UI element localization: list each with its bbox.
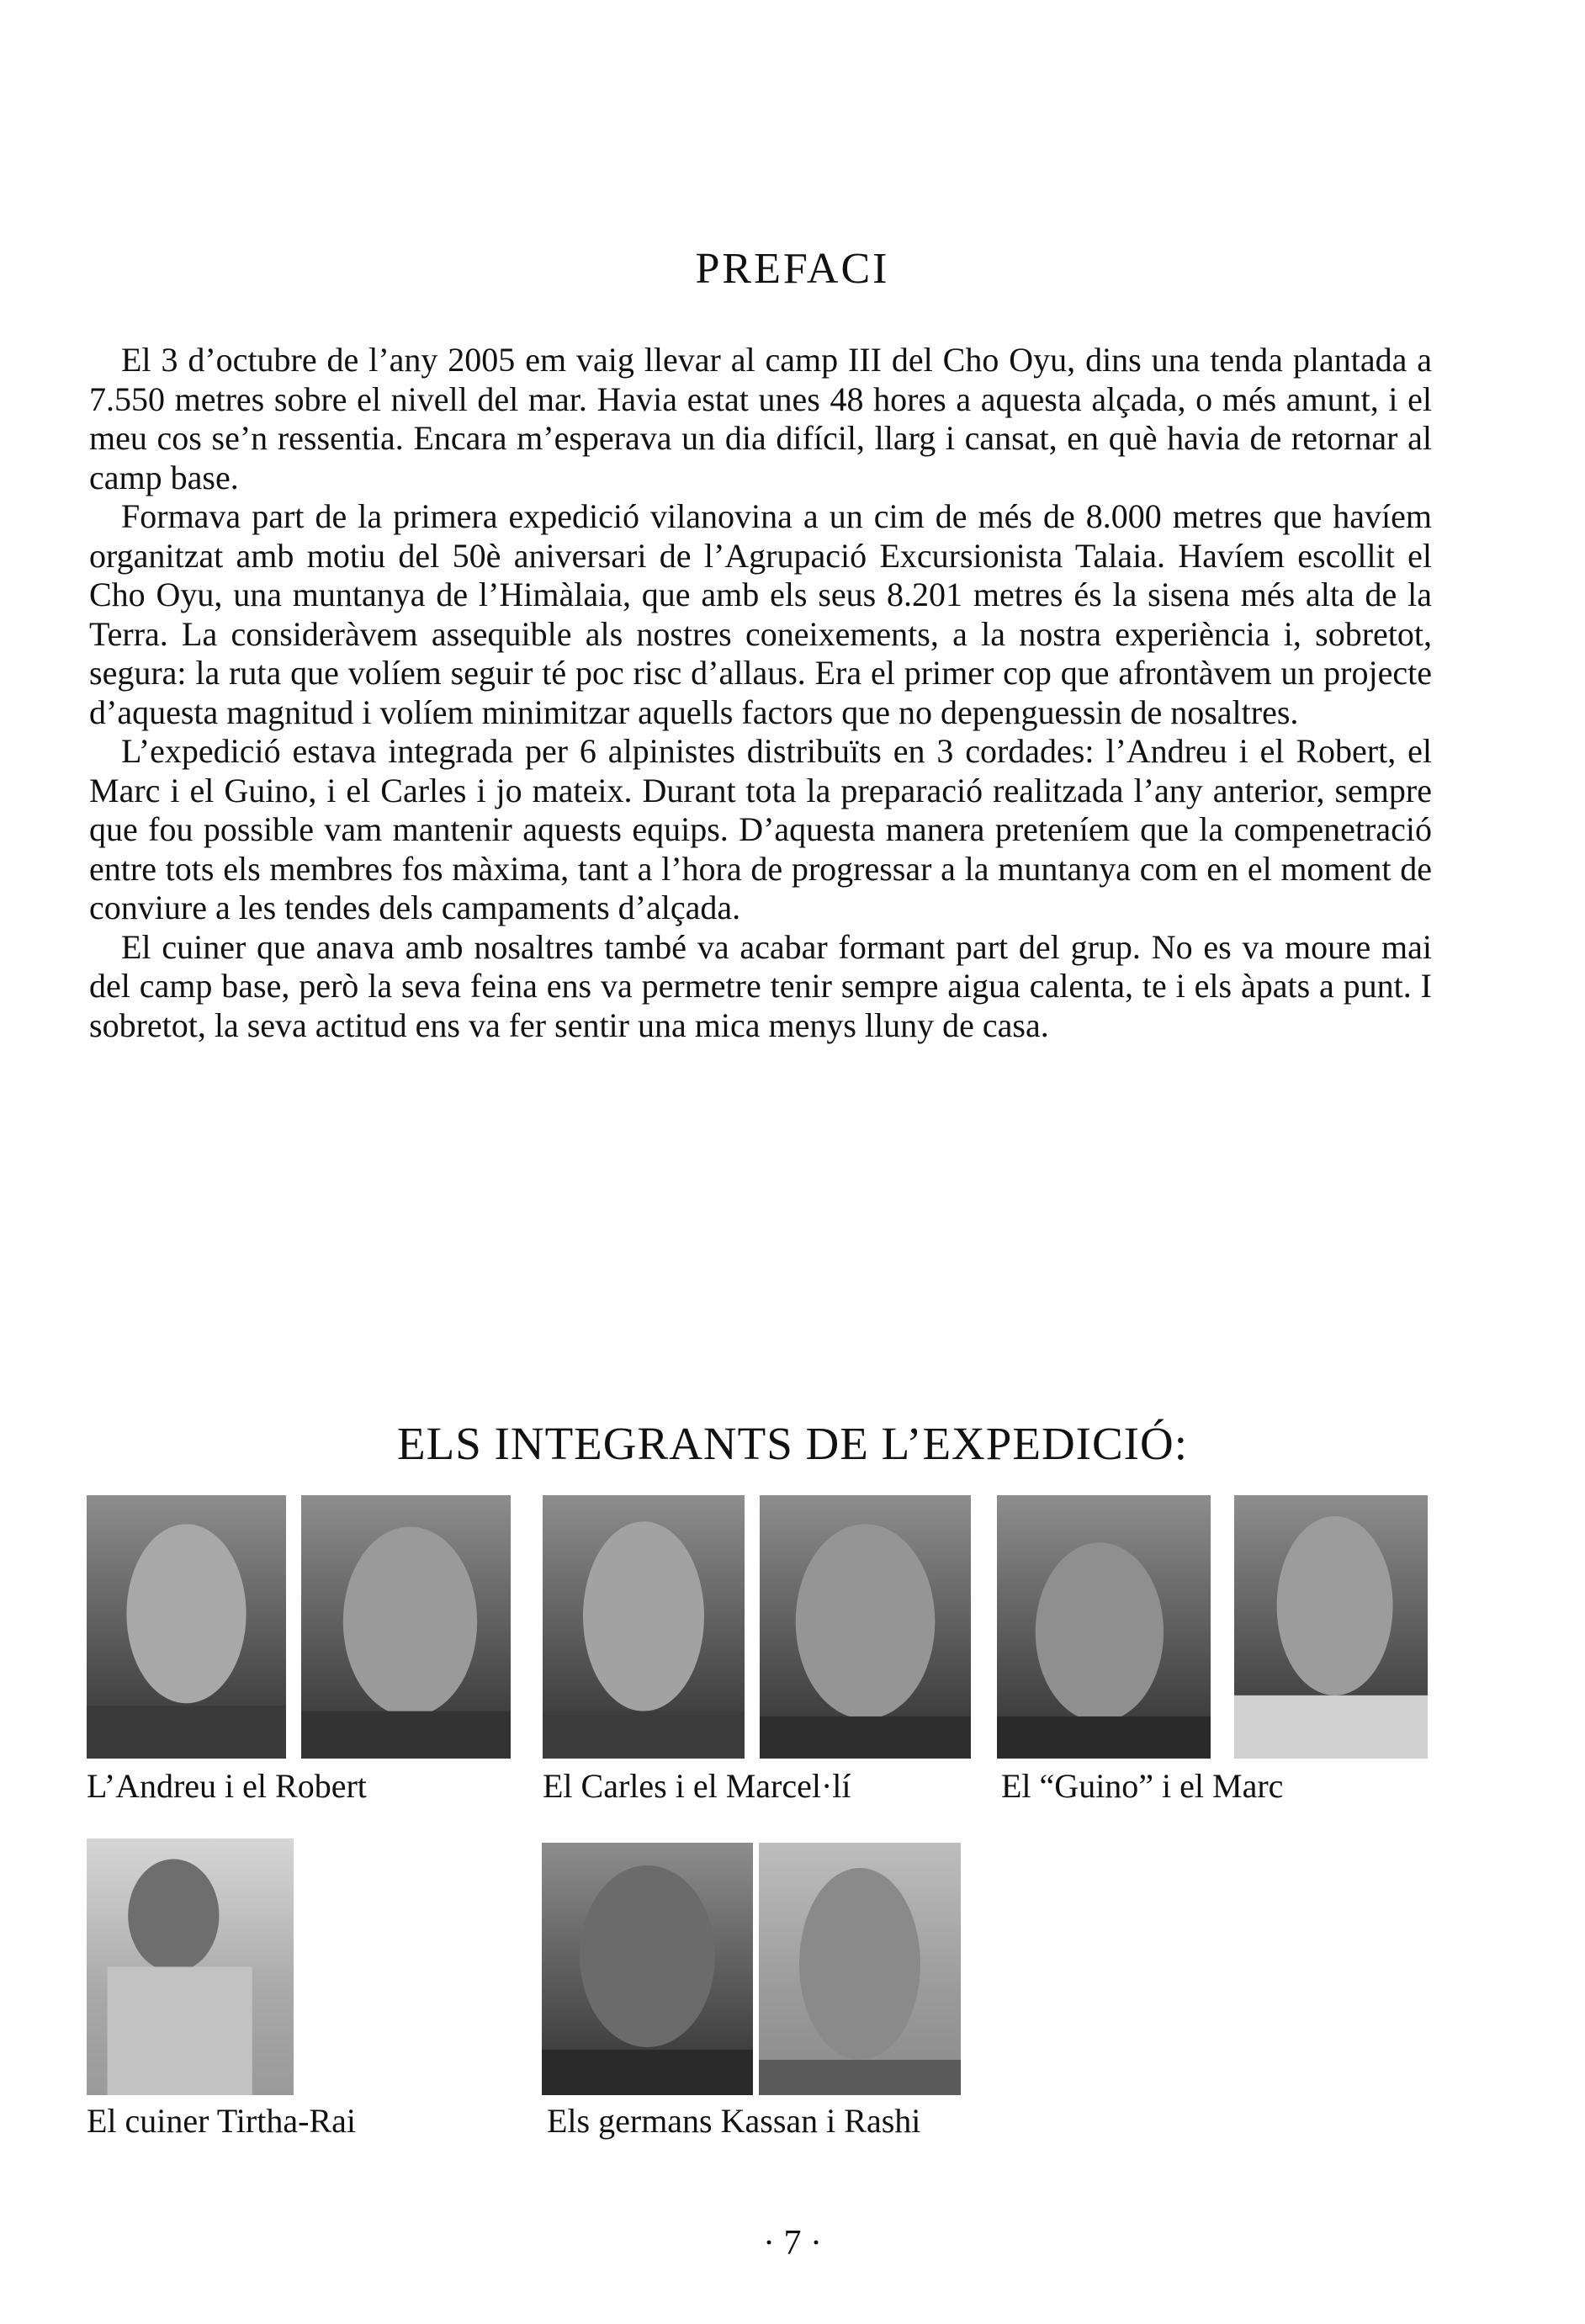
photo-marcelli	[760, 1495, 971, 1759]
paragraph-4: El cuiner que anava amb nosaltres també va acabar formant part del grup. No es va moure mai del camp base, però la seva feina ens va permetre tenir sempre aigua calenta, te i els àpats a punt. I sobretot, la seva actitud ens va fer sentir una mica menys lluny de casa.	[89, 927, 1432, 1044]
photo-rashi	[759, 1843, 961, 2095]
caption-carles-marcelli: El Carles i el Marcel·lí	[543, 1767, 851, 1805]
caption-andreu-robert: L’Andreu i el Robert	[87, 1767, 367, 1805]
photo-robert	[301, 1495, 511, 1759]
caption-guino-marc: El “Guino” i el Marc	[1001, 1767, 1284, 1805]
photo-kassan	[542, 1843, 753, 2095]
paragraph-3: L’expedició estava integrada per 6 alpinistes distribuïts en 3 cordades: l’Andreu i el Robert, el Marc i el Guino, i el Carles i jo mateix. Durant tota la preparació realitzada l’any anterior, sempre que fou possible vam mantenir aquests equips. D’aquesta manera preteníem que la compenetració entre tots els membres fos màxima, tant a l’hora de progressar a la muntanya com en el moment de conviure a les tendes dels campaments d’alçada.	[89, 732, 1432, 926]
photo-marc	[1234, 1495, 1428, 1759]
caption-kassan-rashi: Els germans Kassan i Rashi	[547, 2102, 921, 2140]
paragraph-1: El 3 d’octubre de l’any 2005 em vaig llevar al camp III del Cho Oyu, dins una tenda plantada a 7.550 metres sobre el nivell del mar. Havia estat unes 48 hores a aquesta alçada, o més amunt, i el meu cos se’n ressentia. Encara m’esperava un dia difícil, llarg i cansat, en què havia de retornar al camp base.	[89, 341, 1432, 496]
paragraph-2: Formava part de la primera expedició vilanovina a un cim de més de 8.000 metres que havíem organitzat amb motiu del 50è aniversari de l’Agrupació Excursionista Talaia. Havíem escollit el Cho Oyu, una muntanya de l’Himàlaia, que amb els seus 8.201 metres és la sisena més alta de la Terra. La consideràvem assequible als nostres coneixements, a la nostra experiència i, sobretot, segura: la ruta que volíem seguir té poc risc d’allaus. Era el primer cop que afrontàvem un projecte d’aquesta magnitud i volíem minimitzar aquells factors que no depenguessin de nosaltres.	[89, 497, 1432, 731]
photo-guino	[997, 1495, 1211, 1759]
photo-carles	[543, 1495, 745, 1759]
photo-tirtha-rai	[87, 1839, 294, 2095]
photo-andreu	[87, 1495, 286, 1759]
page-number: · 7 ·	[763, 2224, 822, 2263]
caption-tirtha-rai: El cuiner Tirtha-Rai	[87, 2102, 356, 2140]
page-title: PREFACI	[695, 245, 890, 293]
section-subtitle: ELS INTEGRANTS DE L’EXPEDICIÓ:	[397, 1418, 1188, 1469]
preface-text	[89, 341, 1432, 1045]
